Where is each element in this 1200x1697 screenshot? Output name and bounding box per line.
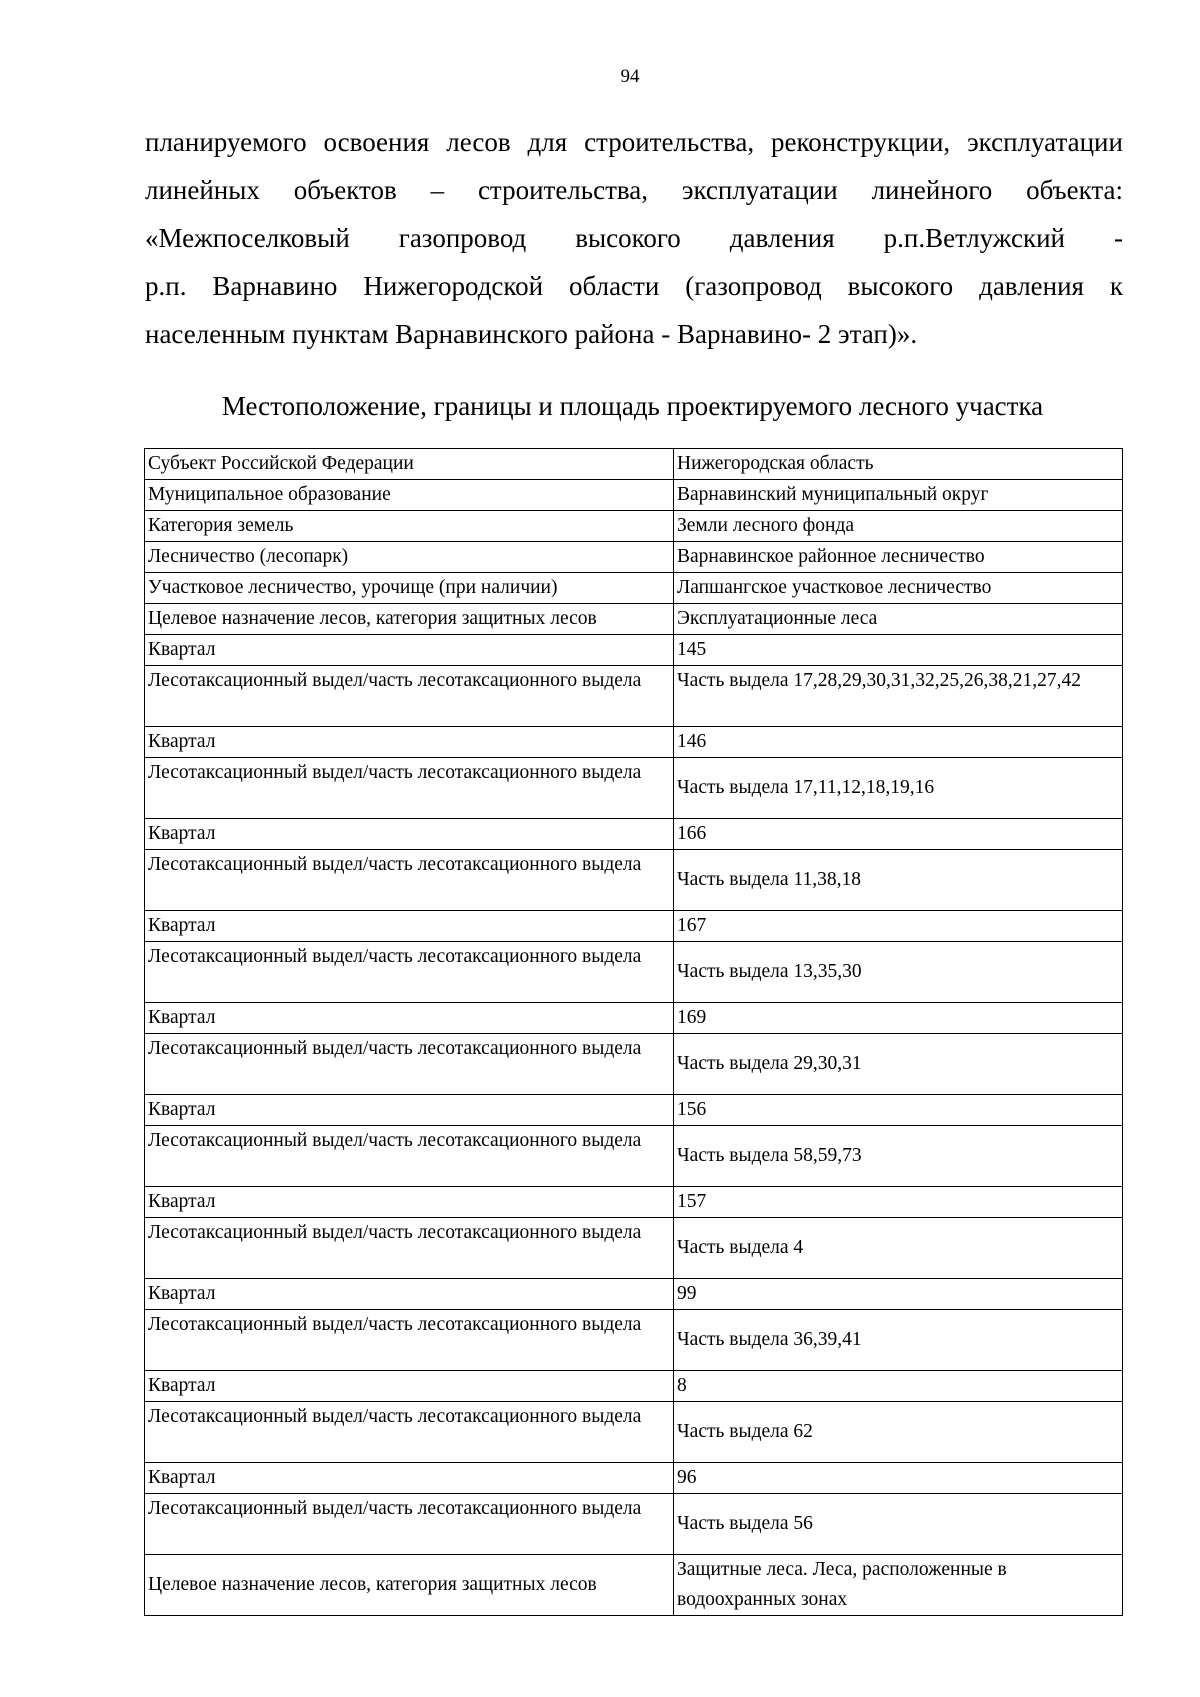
row-value: 99: [674, 1279, 1123, 1310]
page-number: 94: [620, 66, 640, 87]
table-row: [145, 1555, 1123, 1616]
row-label: Квартал: [145, 1463, 674, 1494]
table-row: [145, 1279, 1123, 1310]
row-label: Категория земель: [145, 511, 674, 542]
table-row: [145, 1034, 1123, 1095]
intro-line: [145, 166, 1123, 214]
row-label: Муниципальное образование: [145, 480, 674, 511]
row-value: Часть выдела 17,11,12,18,19,16: [674, 758, 1123, 819]
intro-line: [145, 118, 1123, 166]
intro-word: «Межпоселковый: [145, 223, 350, 253]
row-value: Нижегородская область: [674, 449, 1123, 480]
row-label: Лесотаксационный выдел/часть лесотаксационного выдела: [145, 1126, 674, 1187]
row-value: Часть выдела 56: [674, 1494, 1123, 1555]
intro-word: эксплуатации: [967, 127, 1123, 157]
table-row: [145, 1402, 1123, 1463]
intro-word: для: [527, 127, 568, 157]
intro-word: эксплуатации: [681, 175, 838, 205]
row-label: Лесотаксационный выдел/часть лесотаксационного выдела: [145, 758, 674, 819]
row-label: Целевое назначение лесов, категория защитных лесов: [145, 604, 674, 635]
row-value: Часть выдела 58,59,73: [674, 1126, 1123, 1187]
table-row: [145, 1003, 1123, 1034]
table-row: [145, 1310, 1123, 1371]
table-row: [145, 511, 1123, 542]
intro-line: [145, 262, 1123, 310]
row-value: Земли лесного фонда: [674, 511, 1123, 542]
intro-word: области: [569, 271, 660, 301]
row-value: 156: [674, 1095, 1123, 1126]
row-label: Лесотаксационный выдел/часть лесотаксационного выдела: [145, 1494, 674, 1555]
intro-line: [145, 310, 1123, 358]
table-row: [145, 758, 1123, 819]
intro-word: линейных: [145, 175, 260, 205]
row-label: Лесотаксационный выдел/часть лесотаксационного выдела: [145, 850, 674, 911]
table-row: [145, 542, 1123, 573]
table-row: [145, 1371, 1123, 1402]
table-row: [145, 819, 1123, 850]
row-label: Квартал: [145, 819, 674, 850]
row-label: Лесотаксационный выдел/часть лесотаксационного выдела: [145, 942, 674, 1003]
row-value: 167: [674, 911, 1123, 942]
intro-word: населенным пунктам Варнавинского района - Варнавино- 2 этап)».: [145, 319, 918, 349]
row-value: 157: [674, 1187, 1123, 1218]
intro-word: высокого: [575, 223, 681, 253]
intro-word: объекта:: [1026, 175, 1123, 205]
table-row: [145, 911, 1123, 942]
table-row: [145, 1187, 1123, 1218]
row-value: Лапшангское участковое лесничество: [674, 573, 1123, 604]
row-label: Квартал: [145, 1279, 674, 1310]
row-value: Часть выдела 62: [674, 1402, 1123, 1463]
table-row: [145, 1463, 1123, 1494]
row-value: Часть выдела 17,28,29,30,31,32,25,26,38,21,27,42: [674, 666, 1123, 727]
row-label: Квартал: [145, 1371, 674, 1402]
row-label: Лесотаксационный выдел/часть лесотаксационного выдела: [145, 1402, 674, 1463]
table-row: [145, 635, 1123, 666]
intro-word: лесов: [446, 127, 511, 157]
row-value: 146: [674, 727, 1123, 758]
table-row: [145, 850, 1123, 911]
row-value: Часть выдела 13,35,30: [674, 942, 1123, 1003]
intro-word: высокого: [847, 271, 954, 301]
row-value: Варнавинское районное лесничество: [674, 542, 1123, 573]
row-value: Эксплуатационные леса: [674, 604, 1123, 635]
table-row: [145, 666, 1123, 727]
intro-line: [145, 214, 1123, 262]
row-label: Субъект Российской Федерации: [145, 449, 674, 480]
intro-word: строительства,: [477, 175, 648, 205]
row-label: Участковое лесничество, урочище (при наличии): [145, 573, 674, 604]
table-row: [145, 604, 1123, 635]
row-value: Защитные леса. Леса, расположенные в водоохранных зонах: [674, 1555, 1123, 1616]
row-value: 8: [674, 1371, 1123, 1402]
intro-word: реконструкции,: [771, 127, 951, 157]
row-label: Квартал: [145, 911, 674, 942]
table-row: [145, 449, 1123, 480]
intro-word: (газопровод: [685, 271, 822, 301]
row-value: 96: [674, 1463, 1123, 1494]
row-label: Квартал: [145, 1095, 674, 1126]
intro-word: газопровод: [398, 223, 527, 253]
table-row: [145, 1218, 1123, 1279]
row-value: Часть выдела 36,39,41: [674, 1310, 1123, 1371]
row-label: Лесотаксационный выдел/часть лесотаксационного выдела: [145, 1218, 674, 1279]
intro-word: линейного: [871, 175, 993, 205]
table-row: [145, 480, 1123, 511]
table-row: [145, 727, 1123, 758]
row-value: Часть выдела 29,30,31: [674, 1034, 1123, 1095]
row-value: 169: [674, 1003, 1123, 1034]
intro-word: к: [1109, 271, 1123, 301]
row-value: 166: [674, 819, 1123, 850]
table-row: [145, 573, 1123, 604]
row-label: Лесотаксационный выдел/часть лесотаксационного выдела: [145, 1310, 674, 1371]
row-label: Целевое назначение лесов, категория защитных лесов: [145, 1555, 674, 1616]
table-row: [145, 942, 1123, 1003]
intro-word: -: [1113, 223, 1123, 253]
row-label: Квартал: [145, 727, 674, 758]
intro-word: освоения: [323, 127, 430, 157]
row-label: Квартал: [145, 635, 674, 666]
row-label: Квартал: [145, 1187, 674, 1218]
row-value: 145: [674, 635, 1123, 666]
row-label: Лесничество (лесопарк): [145, 542, 674, 573]
table-row: [145, 1095, 1123, 1126]
intro-word: строительства,: [584, 127, 755, 157]
row-label: Лесотаксационный выдел/часть лесотаксационного выдела: [145, 666, 674, 727]
intro-word: планируемого: [145, 127, 307, 157]
table-row: [145, 1494, 1123, 1555]
intro-word: Нижегородской: [363, 271, 544, 301]
row-value: Часть выдела 4: [674, 1218, 1123, 1279]
intro-paragraph: [145, 118, 1123, 358]
intro-word: объектов: [293, 175, 397, 205]
intro-word: давления: [729, 223, 835, 253]
row-value: Часть выдела 11,38,18: [674, 850, 1123, 911]
table-row: [145, 1126, 1123, 1187]
row-label: Лесотаксационный выдел/часть лесотаксационного выдела: [145, 1034, 674, 1095]
intro-word: Варнавино: [212, 271, 338, 301]
intro-word: р.п.: [145, 271, 187, 301]
intro-word: давления: [979, 271, 1084, 301]
section-title: Местоположение, границы и площадь проектируемого лесного участка: [221, 391, 1044, 421]
row-label: Квартал: [145, 1003, 674, 1034]
intro-word: –: [430, 175, 445, 205]
intro-word: р.п.Ветлужский: [883, 223, 1065, 253]
forest-plot-table: [144, 448, 1123, 1616]
row-value: Варнавинский муниципальный округ: [674, 480, 1123, 511]
